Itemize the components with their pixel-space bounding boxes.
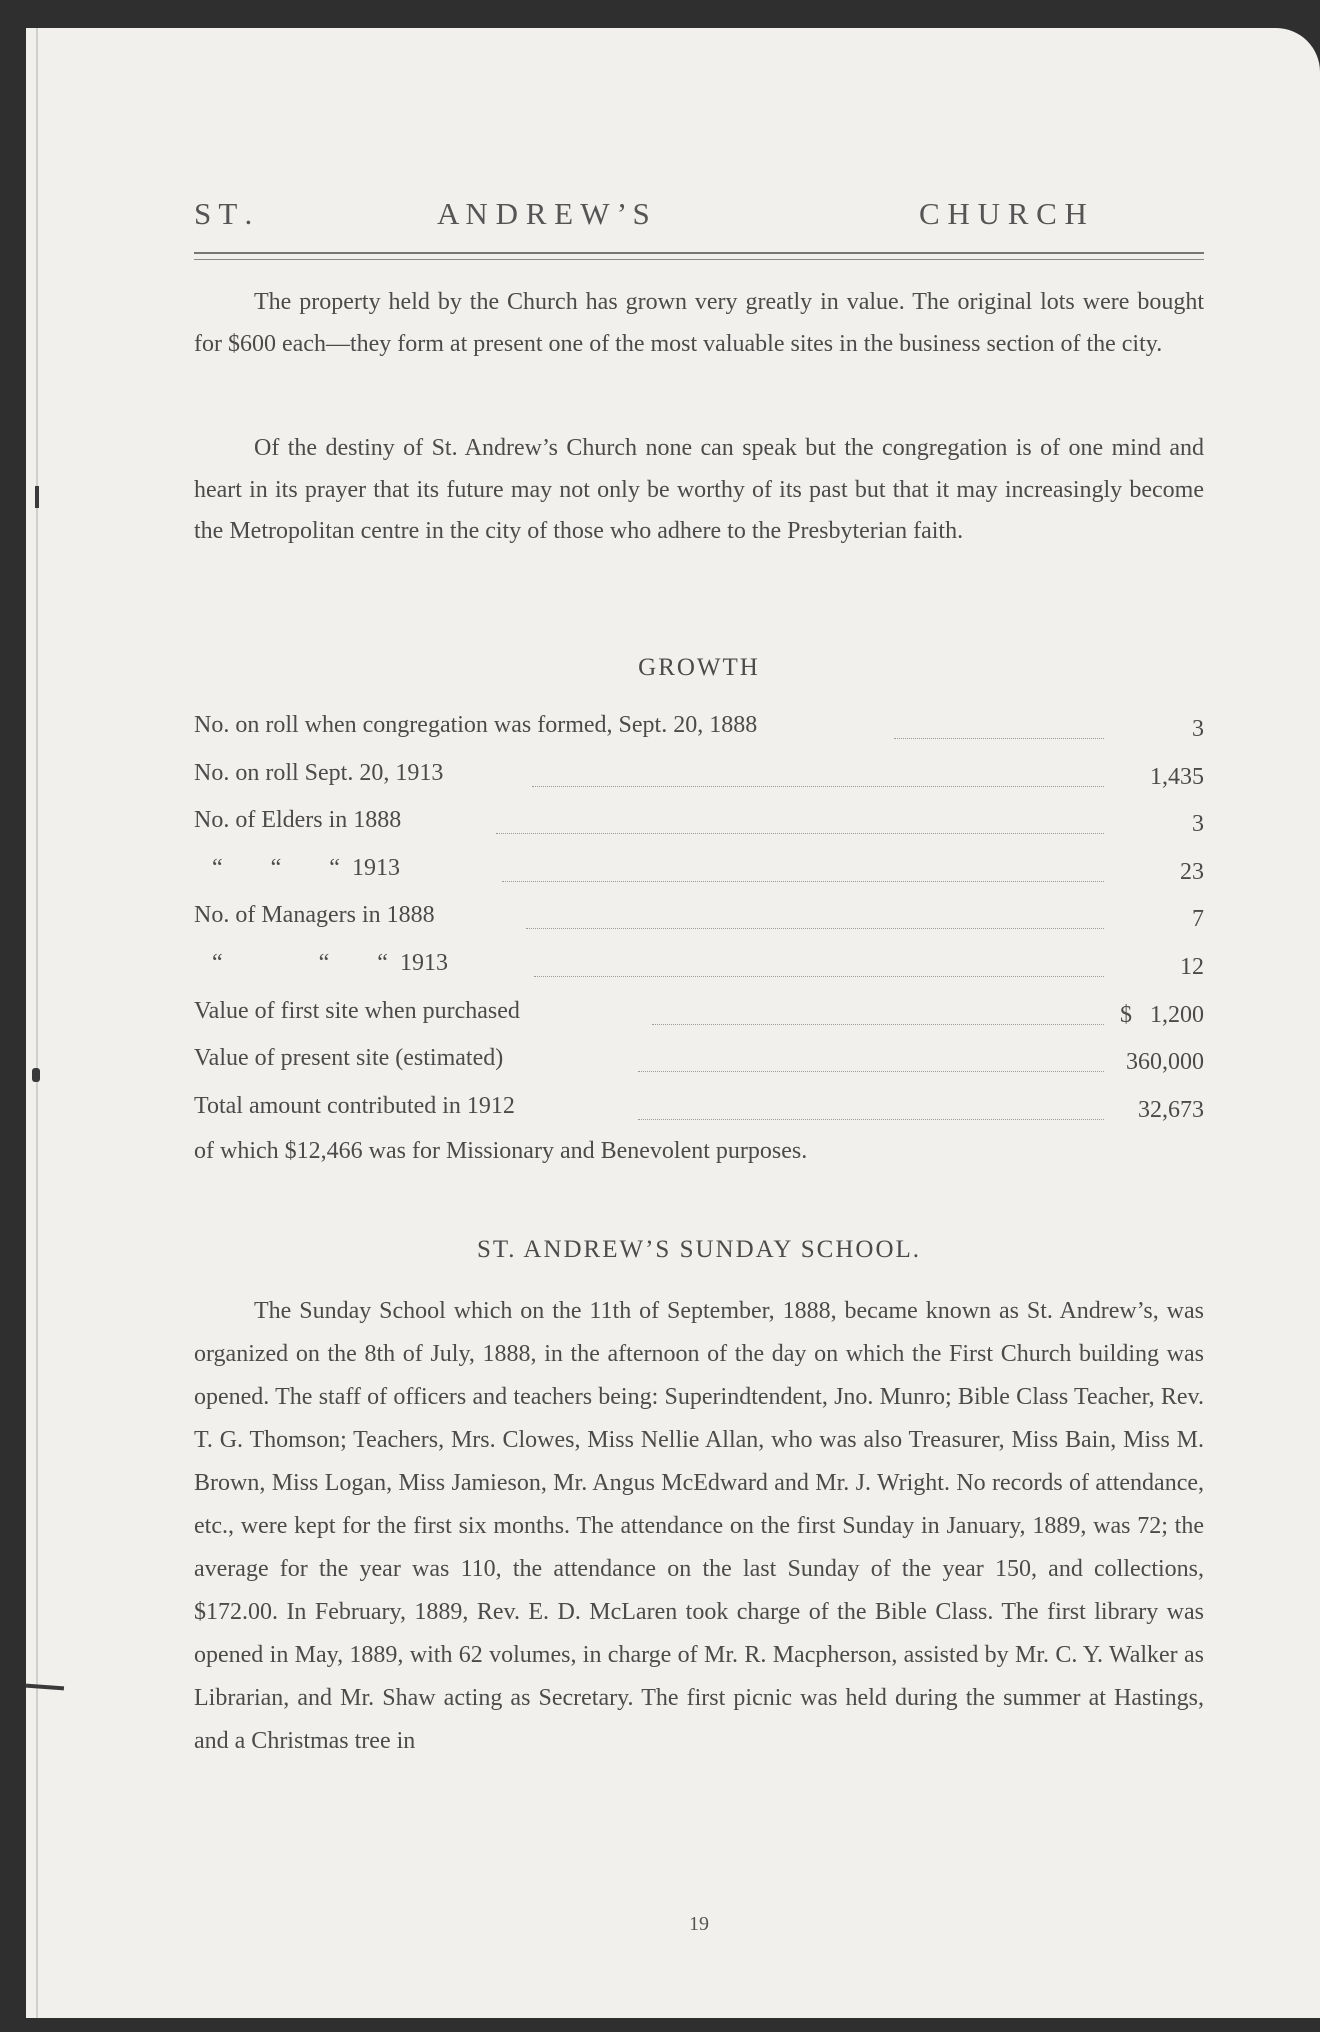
growth-note: of which $12,466 was for Missionary and Benevolent purposes. <box>194 1138 808 1164</box>
growth-row <box>194 1087 1204 1135</box>
sunday-school-heading: ST. ANDREW’S SUNDAY SCHOOL. <box>476 1236 922 1263</box>
growth-label: “ “ “ 1913 <box>194 854 400 881</box>
growth-row <box>194 801 1204 849</box>
dot-leader <box>496 833 1104 834</box>
growth-row <box>194 706 1204 754</box>
growth-heading: GROWTH <box>638 654 760 681</box>
header-word: A N D R E W ’ S <box>437 196 650 231</box>
growth-value: 1,435 <box>1150 763 1204 790</box>
growth-label: No. on roll when congregation was formed, Sept. 20, 1888 <box>194 712 758 738</box>
running-header <box>194 178 1204 238</box>
growth-row <box>194 754 1204 802</box>
paragraph-destiny: Of the destiny of St. Andrew’s Church none can speak but the congregation is of one mind and heart in its prayer that its future may not only be worthy of its past but that it may increasingly become the Metropolitan centre in the city of those who adhere to the Presbyterian faith. <box>194 435 1204 544</box>
growth-table <box>194 706 1204 1134</box>
growth-label: No. on roll Sept. 20, 1913 <box>194 759 444 786</box>
growth-label: Total amount contributed in 1912 <box>194 1092 515 1119</box>
growth-label: No. of Managers in 1888 <box>194 902 435 929</box>
growth-value: 360,000 <box>1126 1049 1204 1076</box>
header-rule <box>194 259 1204 260</box>
dot-leader <box>532 786 1104 787</box>
page-number: 19 <box>689 1913 709 1935</box>
growth-value: 12 <box>1180 953 1204 980</box>
dot-leader <box>502 881 1104 882</box>
growth-row <box>194 849 1204 897</box>
margin-mark <box>35 486 39 508</box>
header-word: C H U R C H <box>919 196 1087 231</box>
margin-mark <box>32 1068 40 1082</box>
header-rule <box>194 252 1204 254</box>
dot-leader <box>526 928 1104 929</box>
growth-row <box>194 944 1204 992</box>
dot-leader <box>894 738 1104 739</box>
growth-row <box>194 896 1204 944</box>
growth-value: 3 <box>1192 716 1204 742</box>
growth-value: 23 <box>1180 858 1204 885</box>
dot-leader <box>534 976 1104 977</box>
margin-mark <box>26 1684 64 1691</box>
spine-edge <box>36 28 38 2018</box>
dot-leader <box>638 1071 1104 1072</box>
book-page <box>26 28 1320 2018</box>
growth-value: 32,673 <box>1138 1096 1204 1123</box>
growth-value: 7 <box>1192 906 1204 933</box>
growth-value: $ 1,200 <box>1120 1001 1204 1028</box>
growth-value: 3 <box>1192 811 1204 838</box>
sunday-school-paragraph: The Sunday School which on the 11th of September, 1888, became known as St. Andrew’s, was organized on the 8th of July, 1888, in the afternoon of the day on which the First Church building was opened. The staff of officers and teachers being: Superindtendent, Jno. Munro; Bible Class Teacher, Rev. T. G. Thomson; Teachers, Mrs. Clowes, Miss Nellie Allan, who was also Treasurer, Miss Bain, Miss M. Brown, Miss Logan, Miss Jamieson, Mr. Angus McEdward and Mr. J. Wright. No records of attendance, etc., were kept for the first six months. The attendance on the first Sunday in January, 1889, was 72; the average for the year was 110, the attendance on the last Sunday of the year 150, and collections, $172.00. In February, 1889, Rev. E. D. McLaren took charge of the Bible Class. The first library was opened in May, 1889, with 62 volumes, in charge of Mr. R. Macpherson, assisted by Mr. C. Y. Walker as Librarian, and Mr. Shaw acting as Secretary. The first picnic was held during the summer at Hastings, and a Christmas tree in <box>194 1298 1204 1754</box>
paragraph-property: The property held by the Church has grown very greatly in value. The original lots were bought for $600 each—they form at present one of the most valuable sites in the business section of the city. <box>194 289 1204 357</box>
growth-row <box>194 1039 1204 1087</box>
growth-row <box>194 992 1204 1040</box>
dot-leader <box>652 1024 1104 1025</box>
growth-label: Value of first site when purchased <box>194 997 520 1024</box>
growth-label: Value of present site (estimated) <box>194 1045 504 1072</box>
dot-leader <box>638 1119 1104 1120</box>
growth-label: “ “ “ 1913 <box>194 949 448 976</box>
growth-label: No. of Elders in 1888 <box>194 807 402 834</box>
header-word: S T . <box>194 196 253 231</box>
